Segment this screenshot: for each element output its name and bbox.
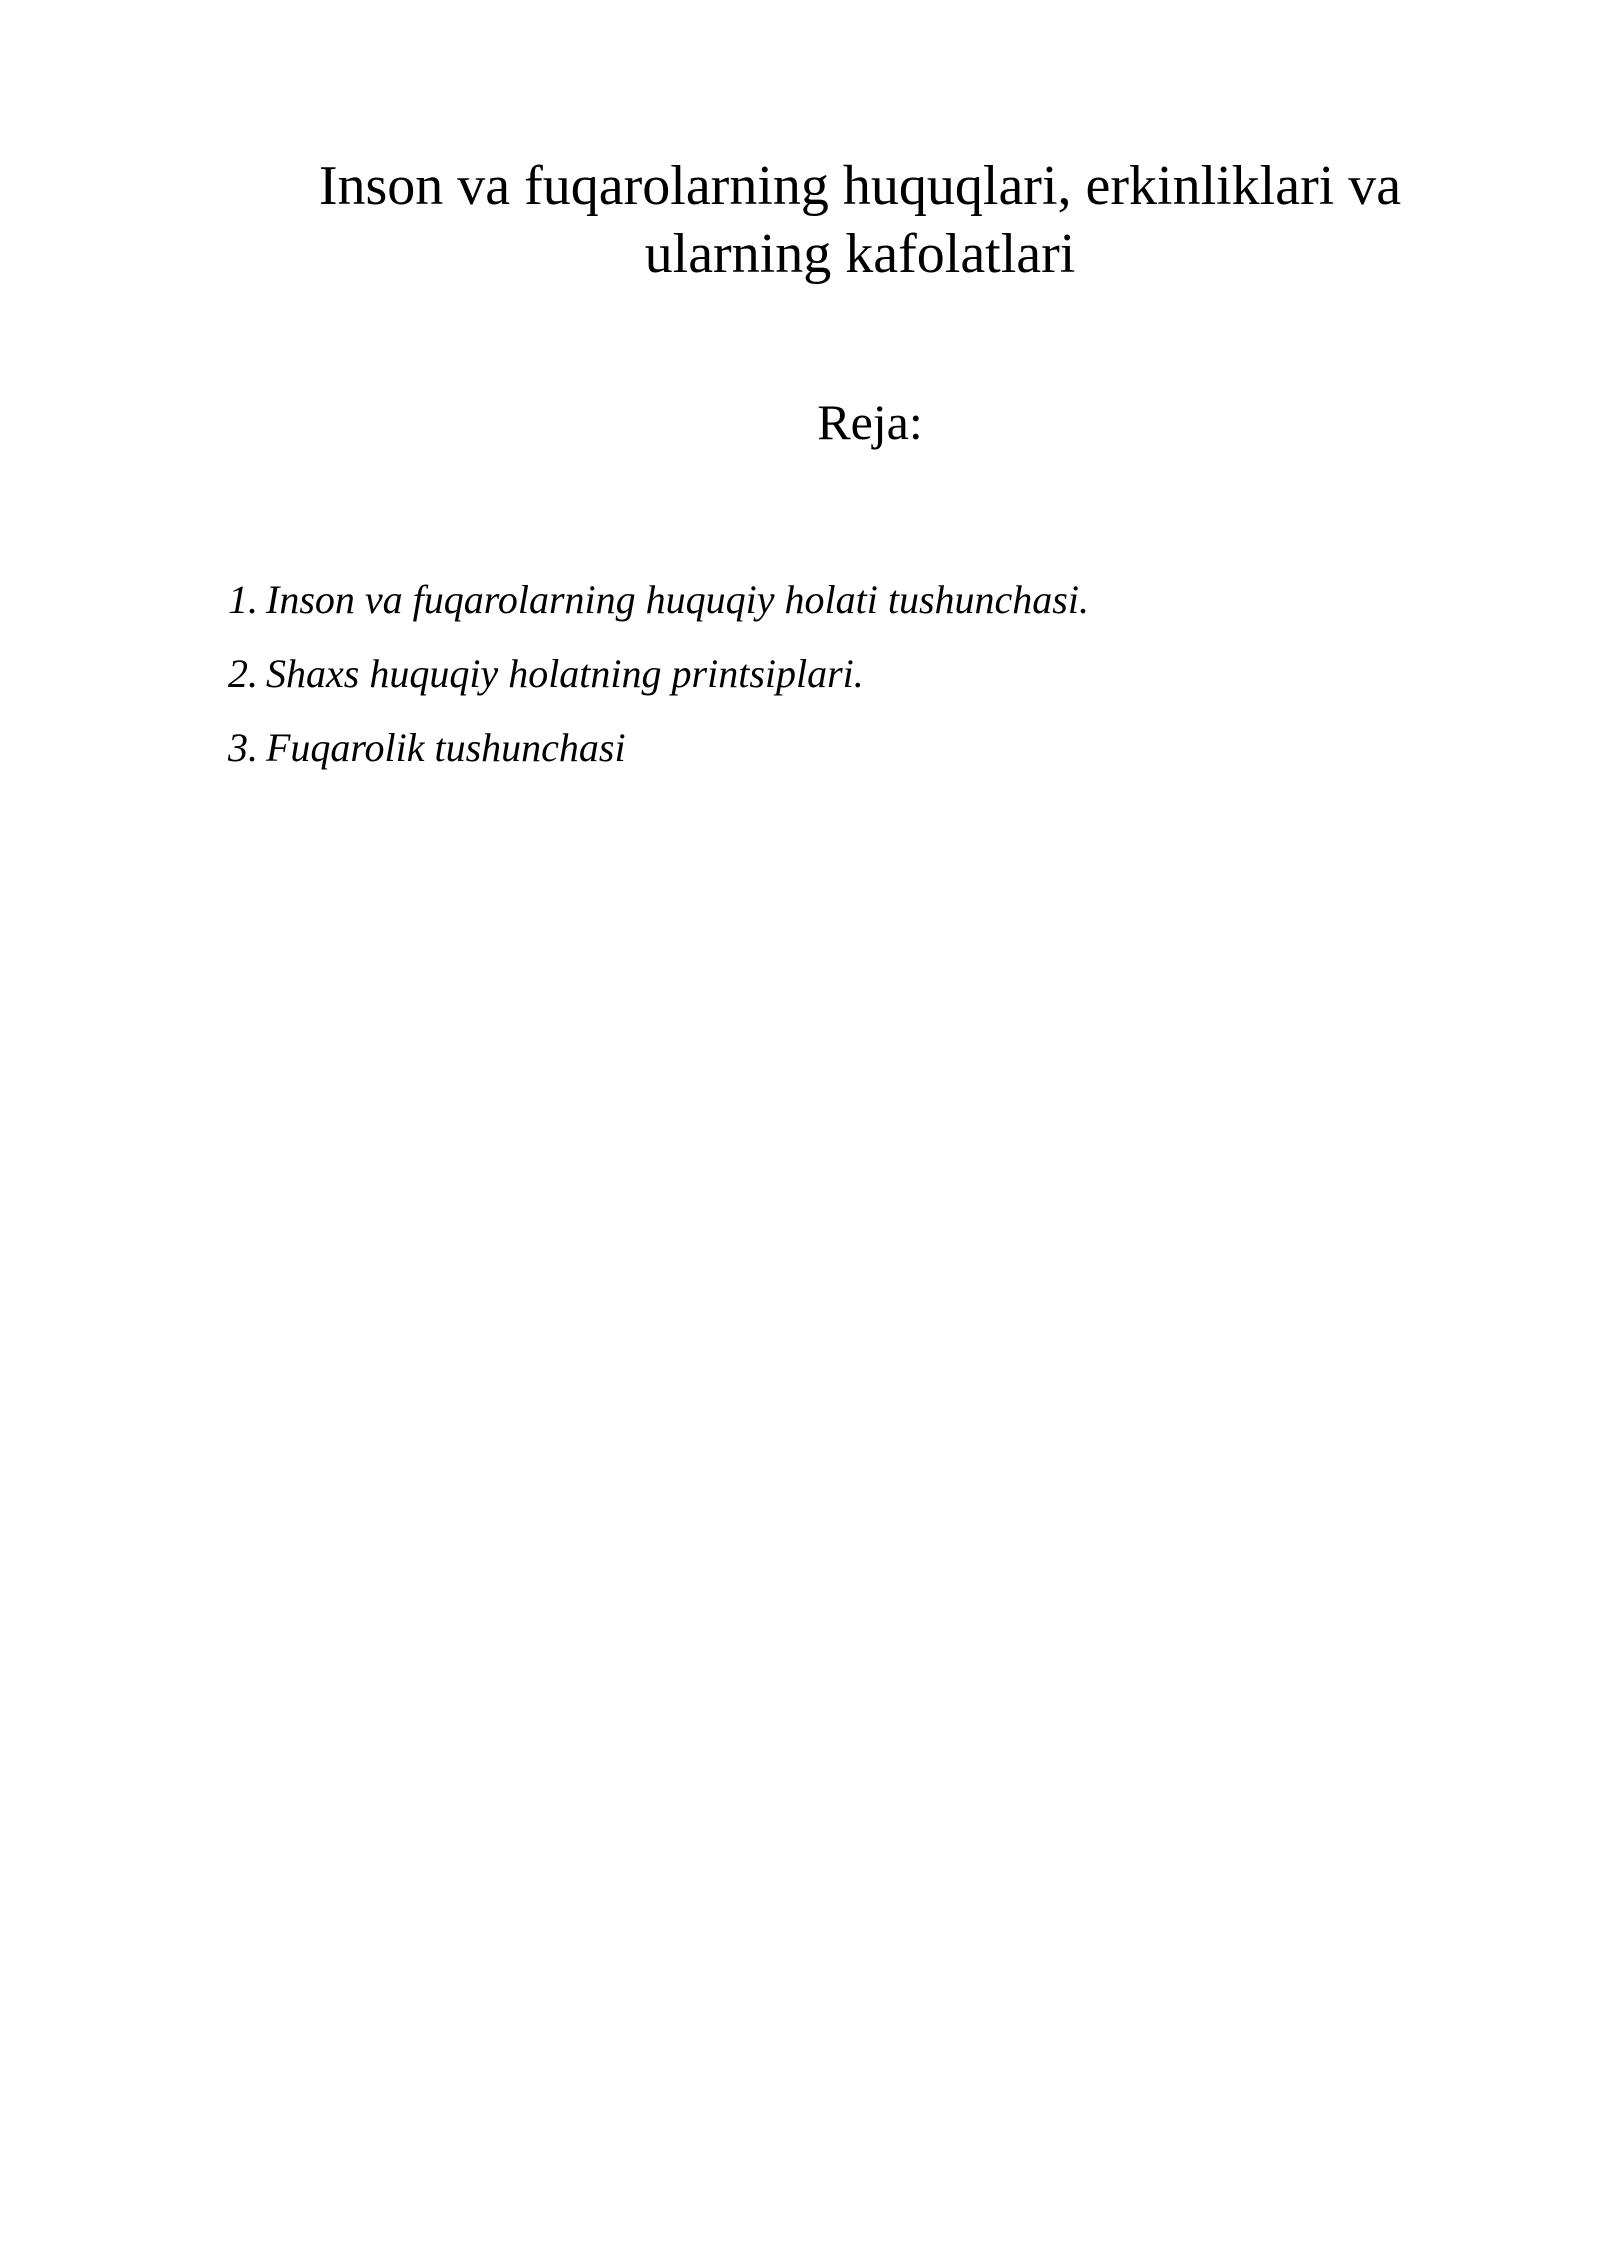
plan-item-text: Shaxs huquqiy holatning printsiplari. <box>266 651 864 696</box>
plan-heading: Reja: <box>817 394 923 450</box>
plan-item-text: Inson va fuqarolarning huquqiy holati tushunchasi. <box>266 577 1089 622</box>
plan-item-1 <box>228 576 1089 624</box>
plan-item-2 <box>228 650 1089 698</box>
document-title: Inson va fuqarolarning huquqlari, erkinliklari va ularning kafolatlari <box>318 155 1402 285</box>
plan-list <box>228 576 1089 798</box>
plan-item-3 <box>228 724 1089 772</box>
plan-item-number: 1. <box>228 577 258 622</box>
plan-item-number: 2. <box>228 651 258 696</box>
plan-item-text: Fuqarolik tushunchasi <box>266 725 626 770</box>
plan-item-number: 3. <box>228 725 258 770</box>
